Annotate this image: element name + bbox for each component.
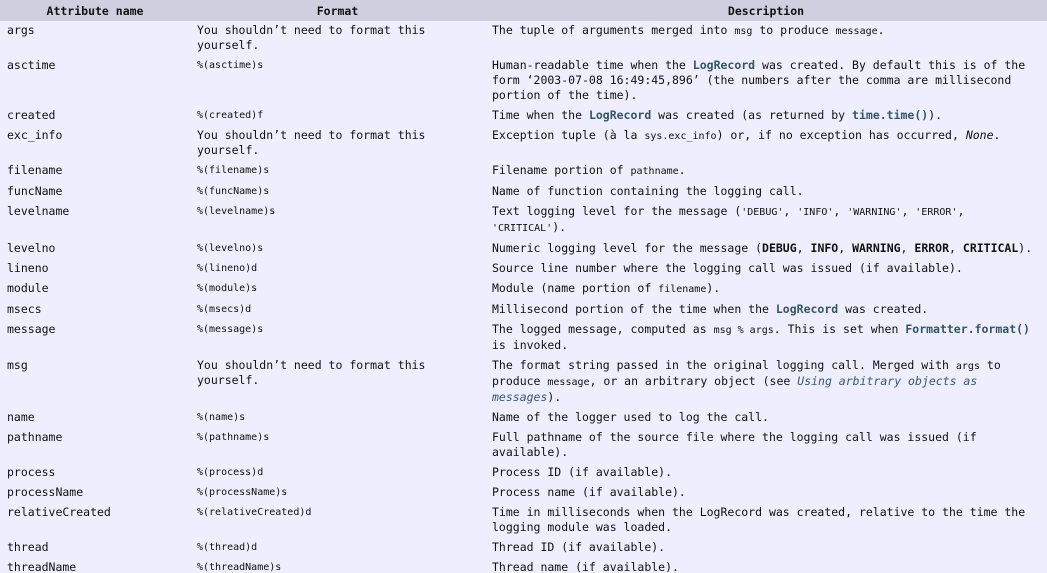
description-cell: [485, 21, 1047, 56]
description-text: Thread name (if available).: [492, 560, 679, 573]
description-text: Name of function containing the logging call.: [492, 184, 804, 198]
format-cell: %(created)f: [197, 110, 264, 121]
description-text: Process ID (if available).: [492, 465, 673, 479]
description-cell: [485, 483, 1047, 503]
description-reference[interactable]: LogRecord: [692, 58, 756, 72]
description-text: Human-readable time when the: [492, 58, 693, 72]
description-text: msg: [734, 26, 753, 37]
table-row: [0, 428, 1047, 463]
description-text: was created (as returned by: [651, 108, 853, 122]
description-reference[interactable]: LogRecord: [775, 302, 839, 316]
description-reference[interactable]: LogRecord: [588, 108, 652, 122]
description-text: Source line number where the logging call was issued (if available).: [492, 261, 963, 275]
description-text: DEBUG: [762, 241, 797, 255]
description-text: The logged message, computed as: [492, 322, 714, 336]
table-row: [0, 202, 1047, 239]
description-cell: [485, 428, 1047, 463]
description-text: was created.: [838, 302, 929, 316]
attribute-name-cell: levelno: [7, 241, 56, 255]
description-text: INFO: [810, 241, 839, 255]
description-text: ,: [900, 241, 915, 255]
description-text: ,: [796, 241, 811, 255]
description-cell: [485, 106, 1047, 126]
description-text: message: [547, 377, 590, 388]
format-cell: %(name)s: [197, 412, 246, 423]
description-cell: [485, 56, 1047, 106]
attribute-name-cell: pathname: [7, 430, 63, 444]
table-row: [0, 300, 1047, 320]
description-text: was created. By default this is of the form ‘2003-07-08 16:49:45,896’ (the numbers after the comma are millisecond portion of the time).: [492, 58, 1026, 102]
description-cell: [485, 320, 1047, 356]
description-cell: [485, 202, 1047, 239]
format-cell: %(lineno)d: [197, 263, 258, 274]
table-row: [0, 483, 1047, 503]
description-cell: [485, 126, 1047, 161]
description-text: Millisecond portion of the time when the: [492, 302, 776, 316]
description-text: Filename portion of: [492, 163, 631, 177]
format-cell: %(levelname)s: [197, 206, 276, 217]
table-row: [0, 503, 1047, 538]
attribute-name-cell: msg: [7, 358, 28, 372]
description-text: ,: [949, 241, 963, 255]
attribute-name-cell: levelname: [7, 204, 70, 218]
description-text: ).: [928, 108, 943, 122]
description-text: Numeric logging level for the message (: [492, 241, 763, 255]
description-cell: [485, 161, 1047, 182]
description-cell: [485, 463, 1047, 483]
description-cell: [485, 259, 1047, 279]
attribute-name-cell: threadName: [7, 560, 77, 573]
attribute-name-cell: asctime: [7, 58, 56, 72]
description-text: Exception tuple (à la: [492, 128, 645, 142]
table-body: [0, 21, 1047, 573]
description-text: , or an arbitrary object (see: [589, 374, 798, 388]
description-link[interactable]: Using arbitrary objects as messages: [492, 374, 978, 404]
description-text: .: [678, 163, 686, 177]
description-text: Process name (if available).: [492, 485, 686, 499]
description-text: ERROR: [914, 241, 950, 255]
description-text: ,: [833, 204, 848, 218]
format-cell: You shouldn’t need to format this yourself.: [197, 23, 426, 52]
description-cell: [485, 558, 1047, 573]
description-text: to produce: [492, 358, 1001, 388]
attribute-name-cell: name: [7, 410, 35, 424]
table-row: [0, 161, 1047, 182]
format-cell: You shouldn’t need to format this yourself.: [197, 358, 426, 387]
description-text: . This is set when: [773, 322, 906, 336]
description-cell: [485, 356, 1047, 408]
description-text: .: [877, 23, 885, 37]
description-cell: [485, 300, 1047, 320]
format-cell: %(msecs)d: [197, 304, 252, 315]
description-text: WARNING: [852, 241, 901, 255]
description-text: 'ERROR': [915, 207, 958, 218]
description-text: Module (name portion of: [492, 281, 659, 295]
format-cell: %(message)s: [197, 324, 264, 335]
description-text: Time when the: [492, 108, 589, 122]
table-row: [0, 538, 1047, 558]
format-cell: %(levelno)s: [197, 243, 264, 254]
description-text: The format string passed in the original logging call. Merged with: [492, 358, 956, 372]
description-text: msg % args: [713, 325, 774, 336]
description-text: ,: [783, 204, 798, 218]
attribute-name-cell: created: [7, 108, 56, 122]
description-text: args: [955, 361, 980, 372]
table-row: [0, 56, 1047, 106]
attribute-name-cell: module: [7, 281, 49, 295]
format-cell: %(thread)d: [197, 542, 258, 553]
format-cell: %(module)s: [197, 283, 258, 294]
description-text: The tuple of arguments merged into: [492, 23, 735, 37]
format-cell: %(threadName)s: [197, 562, 282, 573]
description-text: ).: [706, 281, 721, 295]
attribute-name-cell: exc_info: [7, 128, 63, 142]
description-text: ,: [957, 204, 965, 218]
table-row: [0, 21, 1047, 56]
description-text: Text logging level for the message (: [492, 204, 742, 218]
table-row: [0, 259, 1047, 279]
description-text: Thread ID (if available).: [492, 540, 666, 554]
format-cell: You shouldn’t need to format this yourself.: [197, 128, 426, 157]
description-text: CRITICAL: [962, 241, 1019, 255]
attribute-name-cell: process: [7, 465, 56, 479]
attribute-name-cell: processName: [7, 485, 84, 499]
attribute-name-cell: message: [7, 322, 56, 336]
description-text: pathname: [630, 166, 679, 177]
format-cell: %(process)d: [197, 467, 264, 478]
description-text: ) or, if no exception has occurred,: [716, 128, 966, 142]
header-attribute-name: Attribute name: [0, 0, 190, 21]
description-text: None: [965, 128, 994, 142]
description-text: 'DEBUG': [741, 207, 784, 218]
description-text: 'CRITICAL': [492, 223, 553, 234]
format-cell: %(relativeCreated)d: [197, 507, 312, 518]
description-text: ).: [547, 390, 562, 404]
table-row: [0, 320, 1047, 356]
table-row: [0, 463, 1047, 483]
attribute-name-cell: relativeCreated: [7, 505, 111, 519]
table-header-row: [0, 0, 1047, 21]
description-reference[interactable]: time.time(): [852, 108, 929, 122]
description-text: filename: [658, 284, 707, 295]
description-text: message: [835, 26, 878, 37]
description-cell: [485, 279, 1047, 300]
header-description: Description: [485, 0, 1047, 21]
description-text: .: [993, 128, 1001, 142]
table-row: [0, 239, 1047, 259]
header-format: Format: [190, 0, 485, 21]
format-cell: %(pathname)s: [197, 432, 270, 443]
description-text: Name of the logger used to log the call.: [492, 410, 769, 424]
description-text: ).: [1018, 241, 1033, 255]
attribute-name-cell: filename: [7, 163, 63, 177]
description-cell: [485, 538, 1047, 558]
table-row: [0, 408, 1047, 428]
format-cell: %(processName)s: [197, 487, 288, 498]
format-cell: %(filename)s: [197, 165, 270, 176]
table-row: [0, 279, 1047, 300]
description-text: is invoked.: [492, 338, 569, 352]
table-row: [0, 126, 1047, 161]
table-row: [0, 356, 1047, 408]
description-text: sys.exc_info: [644, 131, 717, 142]
format-cell: %(funcName)s: [197, 186, 270, 197]
description-cell: [485, 408, 1047, 428]
description-cell: [485, 503, 1047, 538]
description-text: to produce: [752, 23, 836, 37]
table-row: [0, 558, 1047, 573]
description-text: ).: [552, 220, 567, 234]
attribute-name-cell: thread: [7, 540, 49, 554]
description-text: Full pathname of the source file where the logging call was issued (if available).: [492, 430, 977, 459]
attribute-name-cell: msecs: [7, 302, 42, 316]
attribute-name-cell: args: [7, 23, 35, 37]
description-text: 'WARNING': [847, 207, 902, 218]
description-text: 'INFO': [797, 207, 834, 218]
table-row: [0, 106, 1047, 126]
description-reference[interactable]: Formatter.format(): [905, 322, 1030, 336]
description-cell: [485, 182, 1047, 202]
description-text: ,: [901, 204, 916, 218]
format-cell: %(asctime)s: [197, 60, 264, 71]
table-row: [0, 182, 1047, 202]
attribute-name-cell: funcName: [7, 184, 63, 198]
description-text: Time in milliseconds when the LogRecord was created, relative to the time the logging module was loaded.: [492, 505, 1026, 534]
description-cell: [485, 239, 1047, 259]
description-text: ,: [838, 241, 853, 255]
attribute-name-cell: lineno: [7, 261, 49, 275]
